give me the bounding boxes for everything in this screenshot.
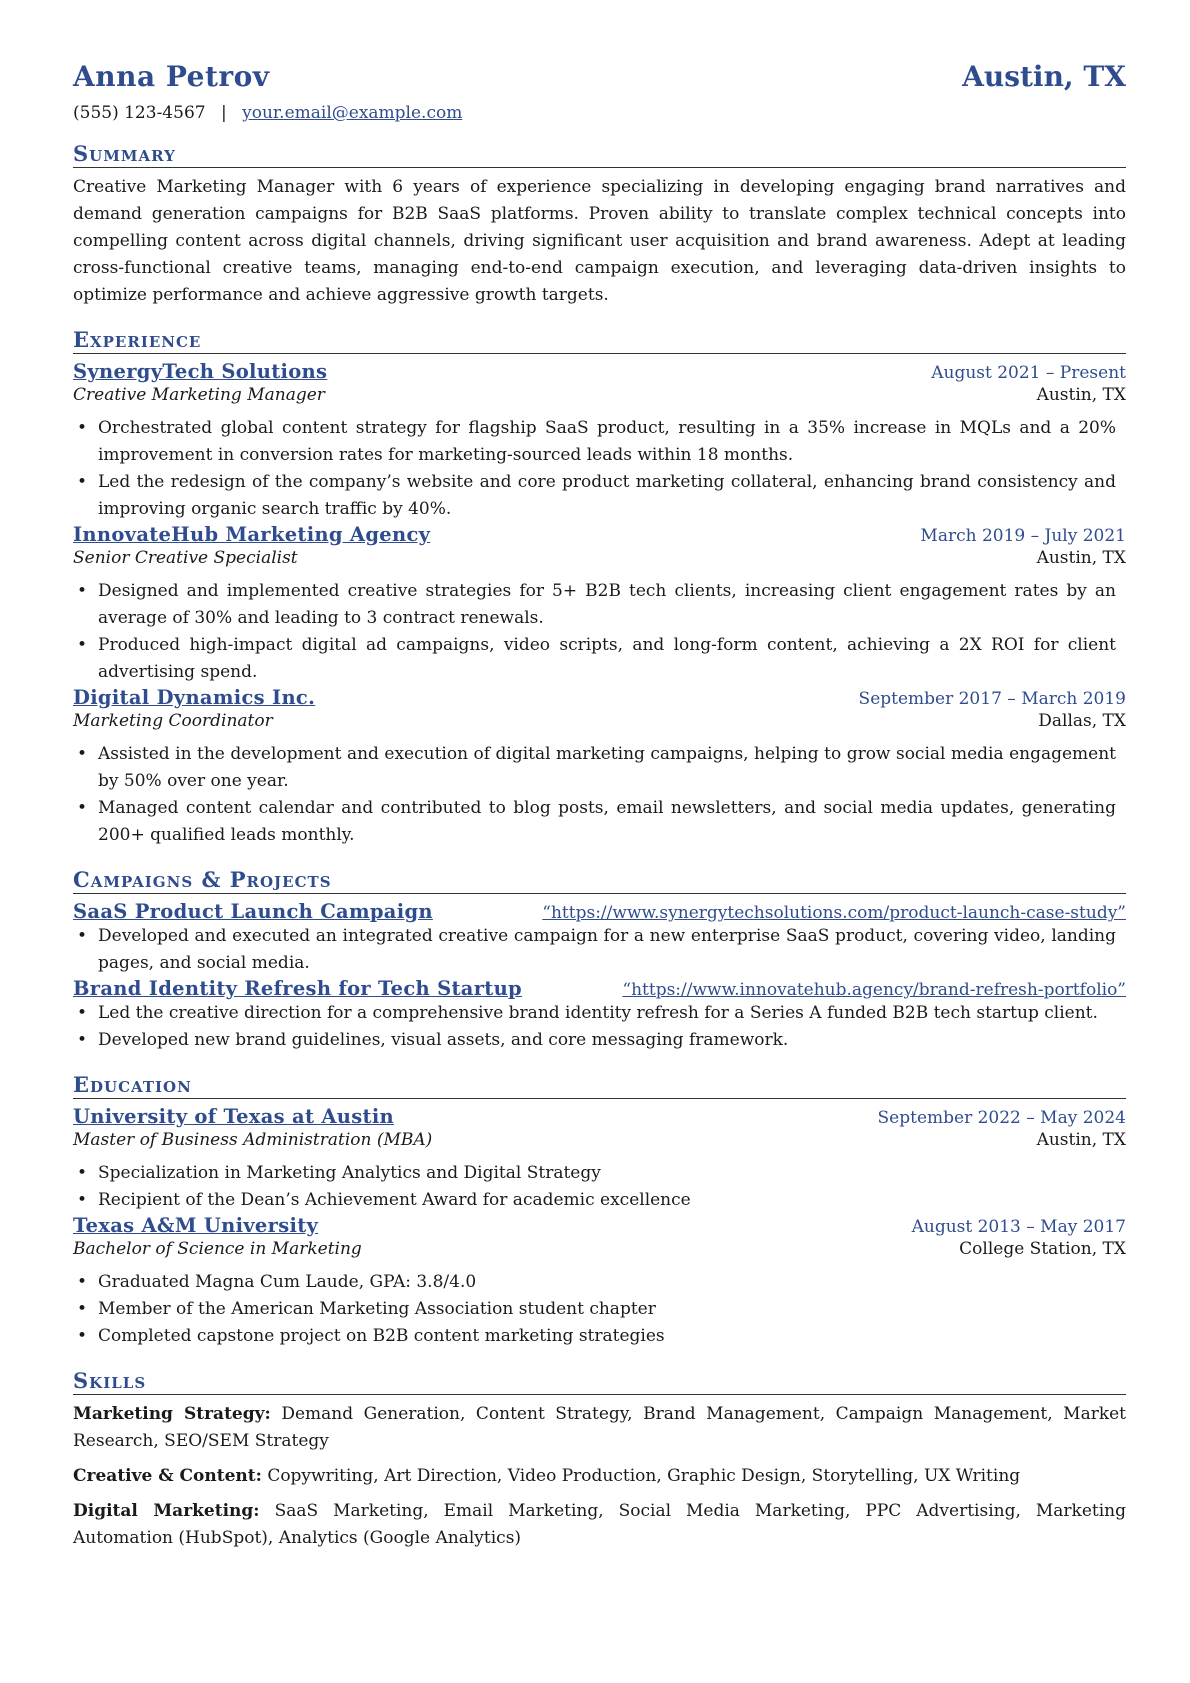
bullet-item: • Developed new brand guidelines, visual assets, and core messaging framework. (73, 1027, 1116, 1054)
section-title-education: Education (73, 1072, 1126, 1099)
section-title-summary: Summary (73, 141, 1126, 168)
bullet-item: • Managed content calendar and contributed to blog posts, email newsletters, and social media updates, generating 200+ qualified leads monthly. (73, 795, 1116, 849)
bullet-item: • Developed and executed an integrated creative campaign for a new enterprise SaaS product, covering video, landing pages, and social media. (73, 923, 1116, 977)
bullet-item: • Completed capstone project on B2B content marketing strategies (73, 1323, 1116, 1350)
job-role: Senior Creative Specialist (73, 548, 298, 568)
project-entry (73, 977, 1126, 1054)
project-name[interactable]: SaaS Product Launch Campaign (73, 900, 433, 923)
degree-name: Master of Business Administration (MBA) (73, 1130, 433, 1150)
candidate-location: Austin, TX (962, 60, 1126, 93)
school-name[interactable]: University of Texas at Austin (73, 1105, 395, 1128)
education-bullets (73, 1269, 1126, 1350)
project-bullets (73, 923, 1126, 977)
contact-line (73, 103, 1126, 123)
email-link[interactable]: your.email@example.com (242, 103, 463, 123)
skill-group (73, 1498, 1126, 1552)
summary-text: Creative Marketing Manager with 6 years of experience specializing in developing engaging brand narratives and demand generation campaigns for B2B SaaS platforms. Proven ability to translate complex technical concepts into compelling content across digital channels, driving significant user acquisition and brand awareness. Adept at leading cross-functional creative teams, managing end-to-end campaign execution, and leveraging data-driven insights to optimize performance and achieve aggressive growth targets. (73, 177, 1126, 305)
project-name[interactable]: Brand Identity Refresh for Tech Startup (73, 977, 522, 1000)
resume-header (73, 60, 1126, 93)
job-bullets (73, 415, 1126, 523)
skill-group (73, 1463, 1126, 1490)
job-location: Austin, TX (1036, 548, 1126, 568)
school-dates: September 2022 – May 2024 (877, 1108, 1126, 1128)
company-name[interactable]: SynergyTech Solutions (73, 360, 328, 383)
bullet-item: • Specialization in Marketing Analytics and Digital Strategy (73, 1160, 1116, 1187)
section-title-projects: Campaigns & Projects (73, 867, 1126, 894)
job-dates: March 2019 – July 2021 (920, 526, 1126, 546)
bullet-item: • Assisted in the development and execution of digital marketing campaigns, helping to grow social media engagement by 50% over one year. (73, 741, 1116, 795)
job-location: Austin, TX (1036, 385, 1126, 405)
candidate-name: Anna Petrov (73, 60, 270, 93)
job-bullets (73, 578, 1126, 686)
education-entry (73, 1214, 1126, 1350)
job-role: Marketing Coordinator (73, 711, 273, 731)
section-title-skills: Skills (73, 1368, 1126, 1395)
bullet-item: • Recipient of the Dean’s Achievement Award for academic excellence (73, 1187, 1116, 1214)
phone-number: (555) 123-4567 (73, 103, 206, 123)
skill-group-label: Creative & Content: (73, 1466, 262, 1486)
section-title-experience: Experience (73, 327, 1126, 354)
experience-entry (73, 360, 1126, 523)
school-location: College Station, TX (959, 1239, 1126, 1259)
job-bullets (73, 741, 1126, 849)
job-location: Dallas, TX (1038, 711, 1126, 731)
bullet-item: • Orchestrated global content strategy for flagship SaaS product, resulting in a 35% increase in MQLs and a 20% improvement in conversion rates for marketing-sourced leads within 18 months. (73, 415, 1116, 469)
degree-name: Bachelor of Science in Marketing (73, 1239, 362, 1259)
job-dates: August 2021 – Present (931, 363, 1126, 383)
resume-page (73, 60, 1126, 1560)
company-name[interactable]: Digital Dynamics Inc. (73, 686, 316, 709)
project-entry (73, 900, 1126, 977)
company-name[interactable]: InnovateHub Marketing Agency (73, 523, 431, 546)
school-location: Austin, TX (1036, 1130, 1126, 1150)
education-bullets (73, 1160, 1126, 1214)
bullet-item: • Designed and implemented creative strategies for 5+ B2B tech clients, increasing client engagement rates by an average of 30% and leading to 3 contract renewals. (73, 578, 1116, 632)
experience-entry (73, 523, 1126, 686)
bullet-item: • Led the creative direction for a comprehensive brand identity refresh for a Series A funded B2B tech startup client. (73, 1000, 1116, 1027)
contact-separator: | (220, 103, 227, 123)
project-link[interactable]: “https://www.innovatehub.agency/brand-refresh-portfolio” (622, 980, 1126, 1000)
school-dates: August 2013 – May 2017 (911, 1217, 1126, 1237)
job-dates: September 2017 – March 2019 (858, 689, 1126, 709)
skill-group-text: Demand Generation, Content Strategy, Brand Management, Campaign Management, Market Research, SEO/SEM Strategy (73, 1404, 1127, 1451)
job-role: Creative Marketing Manager (73, 385, 325, 405)
bullet-item: • Produced high-impact digital ad campaigns, video scripts, and long-form content, achieving a 2X ROI for client advertising spend. (73, 632, 1116, 686)
skill-group-text: SaaS Marketing, Email Marketing, Social Media Marketing, PPC Advertising, Marketing Automation (HubSpot), Analytics (Google Analytics) (73, 1501, 1126, 1548)
skill-group (73, 1401, 1126, 1455)
bullet-item: • Graduated Magna Cum Laude, GPA: 3.8/4.0 (73, 1269, 1116, 1296)
school-name[interactable]: Texas A&M University (73, 1214, 319, 1237)
skill-group-label: Digital Marketing: (73, 1501, 260, 1521)
experience-entry (73, 686, 1126, 849)
project-bullets (73, 1000, 1126, 1054)
skill-group-label: Marketing Strategy: (73, 1404, 271, 1424)
skill-group-text: Copywriting, Art Direction, Video Production, Graphic Design, Storytelling, UX Writing (267, 1466, 1021, 1486)
education-entry (73, 1105, 1126, 1214)
bullet-item: • Member of the American Marketing Association student chapter (73, 1296, 1116, 1323)
bullet-item: • Led the redesign of the company’s website and core product marketing collateral, enhancing brand consistency and improving organic search traffic by 40%. (73, 469, 1116, 523)
project-link[interactable]: “https://www.synergytechsolutions.com/product-launch-case-study” (542, 903, 1126, 923)
